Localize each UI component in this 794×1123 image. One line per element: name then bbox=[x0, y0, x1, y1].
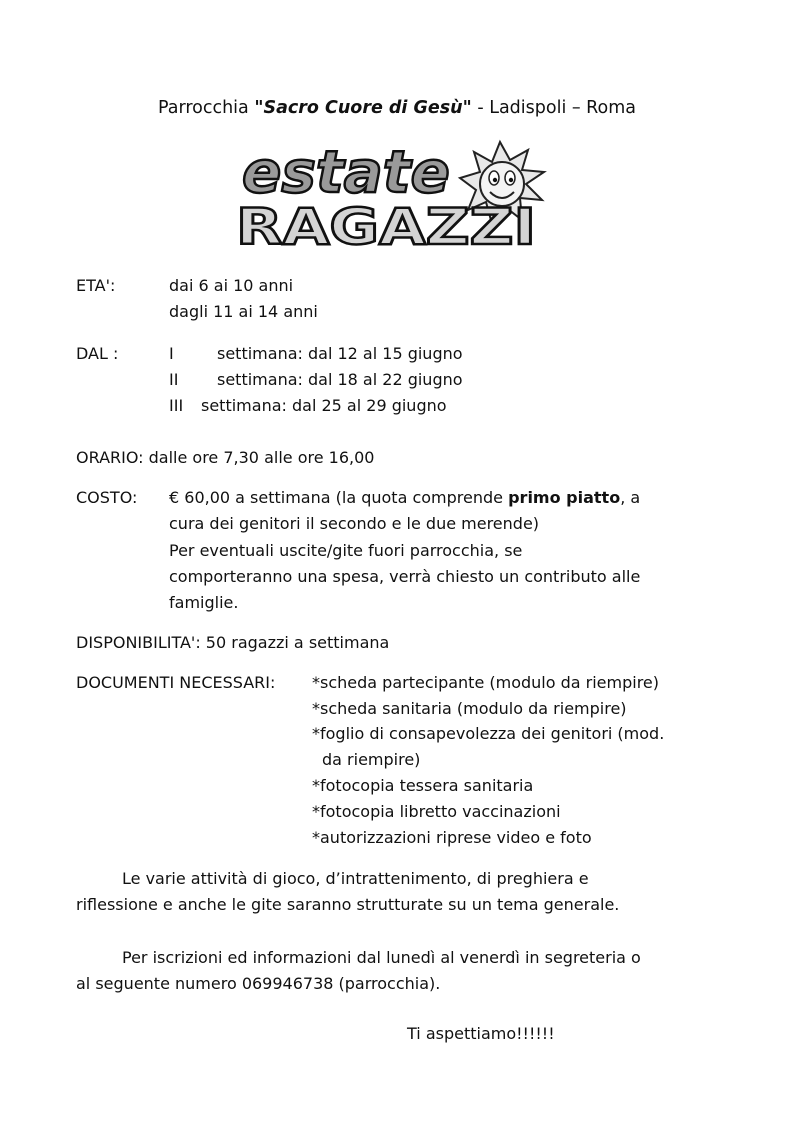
header-prefix: Parrocchia bbox=[157, 98, 255, 118]
documenti-label: DOCUMENTI NECESSARI: bbox=[76, 673, 276, 692]
parish-header bbox=[0, 98, 794, 118]
documento-item: *autorizzazioni riprese video e foto bbox=[312, 828, 592, 847]
costo-line-1-end: , a bbox=[620, 488, 641, 507]
logo-estate-text: estate bbox=[242, 138, 450, 206]
costo-line-3: Per eventuali uscite/gite fuori parrocchia, se bbox=[169, 541, 523, 560]
week-3-number: III bbox=[169, 396, 184, 415]
documento-item: *scheda sanitaria (modulo da riempire) bbox=[312, 699, 627, 718]
paragraph-1-line-1: Le varie attività di gioco, d’intrattenimento, di preghiera e bbox=[122, 869, 589, 888]
costo-label: COSTO: bbox=[76, 488, 138, 507]
header-parish-name: "Sacro Cuore di Gesù" bbox=[254, 98, 472, 118]
costo-line-5: famiglie. bbox=[169, 593, 239, 612]
documento-item: *foglio di consapevolezza dei genitori (mod. bbox=[312, 724, 665, 743]
costo-line-2: cura dei genitori il secondo e le due merende) bbox=[169, 514, 540, 533]
week-1-number: I bbox=[169, 344, 174, 363]
closing-line: Ti aspettiamo!!!!!! bbox=[407, 1024, 555, 1043]
week-2-number: II bbox=[169, 370, 179, 389]
costo-line-4: comporteranno una spesa, verrà chiesto un contributo alle bbox=[169, 567, 641, 586]
costo-line-1 bbox=[169, 488, 640, 508]
eta-line-1: dai 6 ai 10 anni bbox=[169, 276, 294, 295]
logo-ragazzi-text: RAGAZZI bbox=[236, 198, 536, 254]
documento-item: *scheda partecipante (modulo da riempire) bbox=[312, 673, 660, 692]
header-suffix: - Ladispoli – Roma bbox=[471, 98, 637, 118]
orario-line: ORARIO: dalle ore 7,30 alle ore 16,00 bbox=[76, 448, 375, 467]
paragraph-1-line-2: riflessione e anche le gite saranno strutturate su un tema generale. bbox=[76, 895, 620, 914]
eta-label: ETA': bbox=[76, 276, 116, 295]
costo-primo-piatto: primo piatto bbox=[508, 488, 621, 507]
eta-line-2: dagli 11 ai 14 anni bbox=[169, 302, 318, 321]
estate-ragazzi-logo bbox=[230, 132, 550, 254]
dal-label: DAL : bbox=[76, 344, 119, 363]
documento-item: *fotocopia tessera sanitaria bbox=[312, 776, 534, 795]
documento-item: da riempire) bbox=[322, 750, 421, 769]
costo-line-1-start: € 60,00 a settimana (la quota comprende bbox=[169, 488, 509, 507]
week-2-text: settimana: dal 18 al 22 giugno bbox=[217, 370, 463, 389]
paragraph-2-line-2: al seguente numero 069946738 (parrocchia). bbox=[76, 974, 441, 993]
documento-item: *fotocopia libretto vaccinazioni bbox=[312, 802, 561, 821]
paragraph-2-line-1: Per iscrizioni ed informazioni dal lunedì al venerdì in segreteria o bbox=[122, 948, 641, 967]
week-3-text: settimana: dal 25 al 29 giugno bbox=[201, 396, 447, 415]
disponibilita-line: DISPONIBILITA': 50 ragazzi a settimana bbox=[76, 633, 390, 652]
week-1-text: settimana: dal 12 al 15 giugno bbox=[217, 344, 463, 363]
